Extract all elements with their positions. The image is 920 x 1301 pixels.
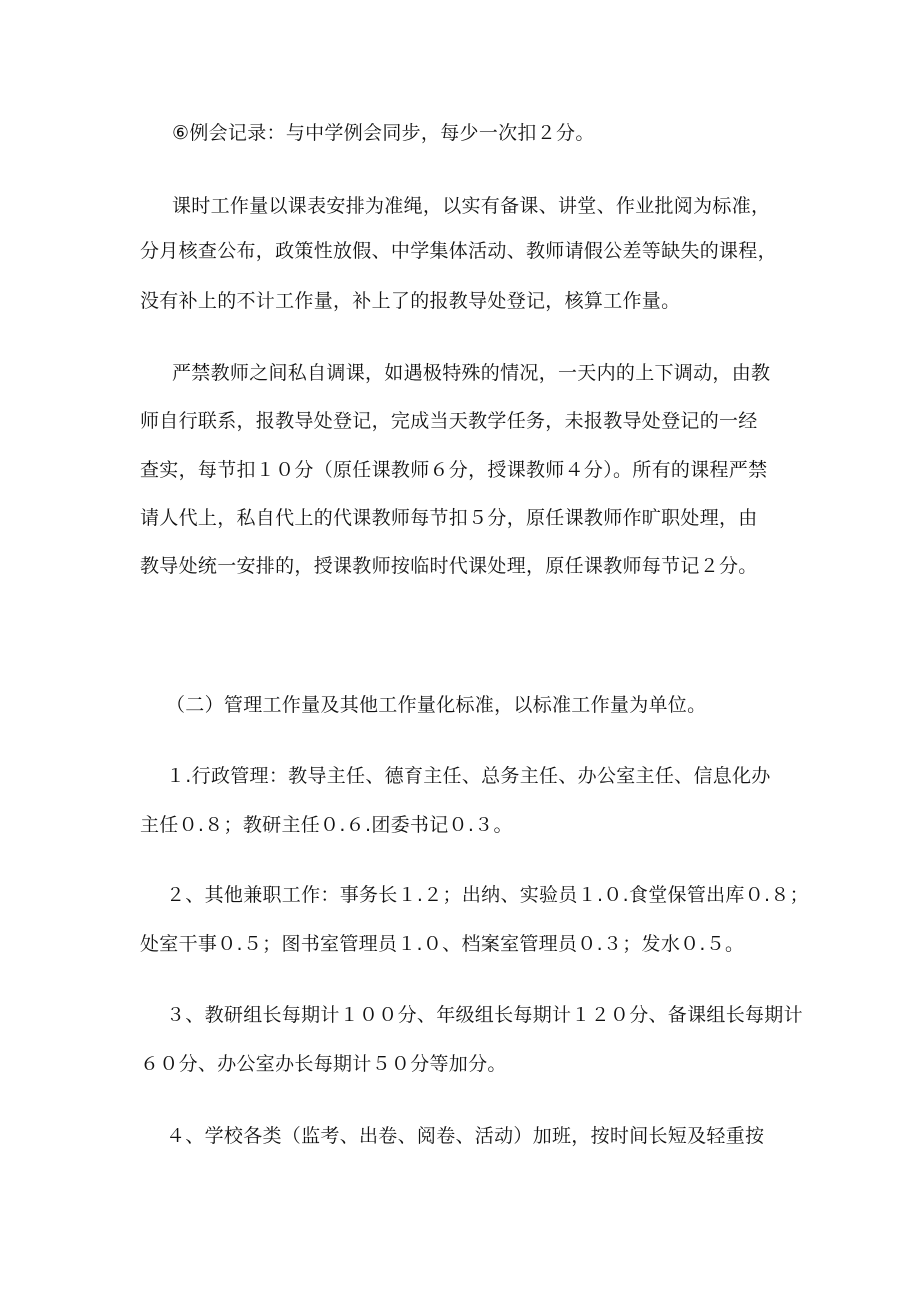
text-line-9: 教导处统一安排的，授课教师按临时代课处理，原任课教师每节记２分。 (140, 555, 758, 577)
text-line-15: ３、教研组长每期计１００分、年级组长每期计１２０分、备课组长每期计 (166, 1004, 803, 1026)
text-line-13: ２、其他兼职工作：事务长１.２；出纳、实验员１.０.食堂保管出库０.８； (166, 884, 809, 906)
text-line-6: 师自行联系，报教导处登记，完成当天教学任务，未报教导处登记的一经 (140, 410, 758, 432)
text-line-7: 查实，每节扣１０分（原任课教师６分，授课教师４分）。所有的课程严禁 (140, 459, 768, 481)
text-line-14: 处室干事０.５；图书室管理员１.０、档案室管理员０.３；发水０.５。 (140, 933, 745, 955)
text-line-17: ４、学校各类（监考、出卷、阅卷、活动）加班，按时间长短及轻重按 (166, 1125, 765, 1147)
text-line-2: 课时工作量以课表安排为准绳，以实有备课、讲堂、作业批阅为标准， (172, 195, 771, 217)
text-line-16: ６０分、办公室办长每期计５０分等加分。 (140, 1053, 507, 1075)
text-line-4: 没有补上的不计工作量，补上了的报教导处登记，核算工作量。 (140, 290, 681, 312)
section-heading: （二）管理工作量及其他工作量化标准，以标准工作量为单位。 (166, 694, 707, 716)
text-line-3: 分月核查公布，政策性放假、中学集体活动、教师请假公差等缺失的课程， (140, 240, 777, 262)
text-line-11: １.行政管理：教导主任、德育主任、总务主任、办公室主任、信息化办 (166, 765, 771, 787)
text-line-1: ⑥例会记录：与中学例会同步，每少一次扣２分。 (172, 122, 595, 144)
text-line-5: 严禁教师之间私自调课，如遇极特殊的情况，一天内的上下调动，由教 (172, 362, 771, 384)
text-line-8: 请人代上，私自代上的代课教师每节扣５分，原任课教师作旷职处理，由 (140, 507, 758, 529)
text-line-12: 主任０.８；教研主任０.６.团委书记０.３。 (140, 814, 513, 836)
